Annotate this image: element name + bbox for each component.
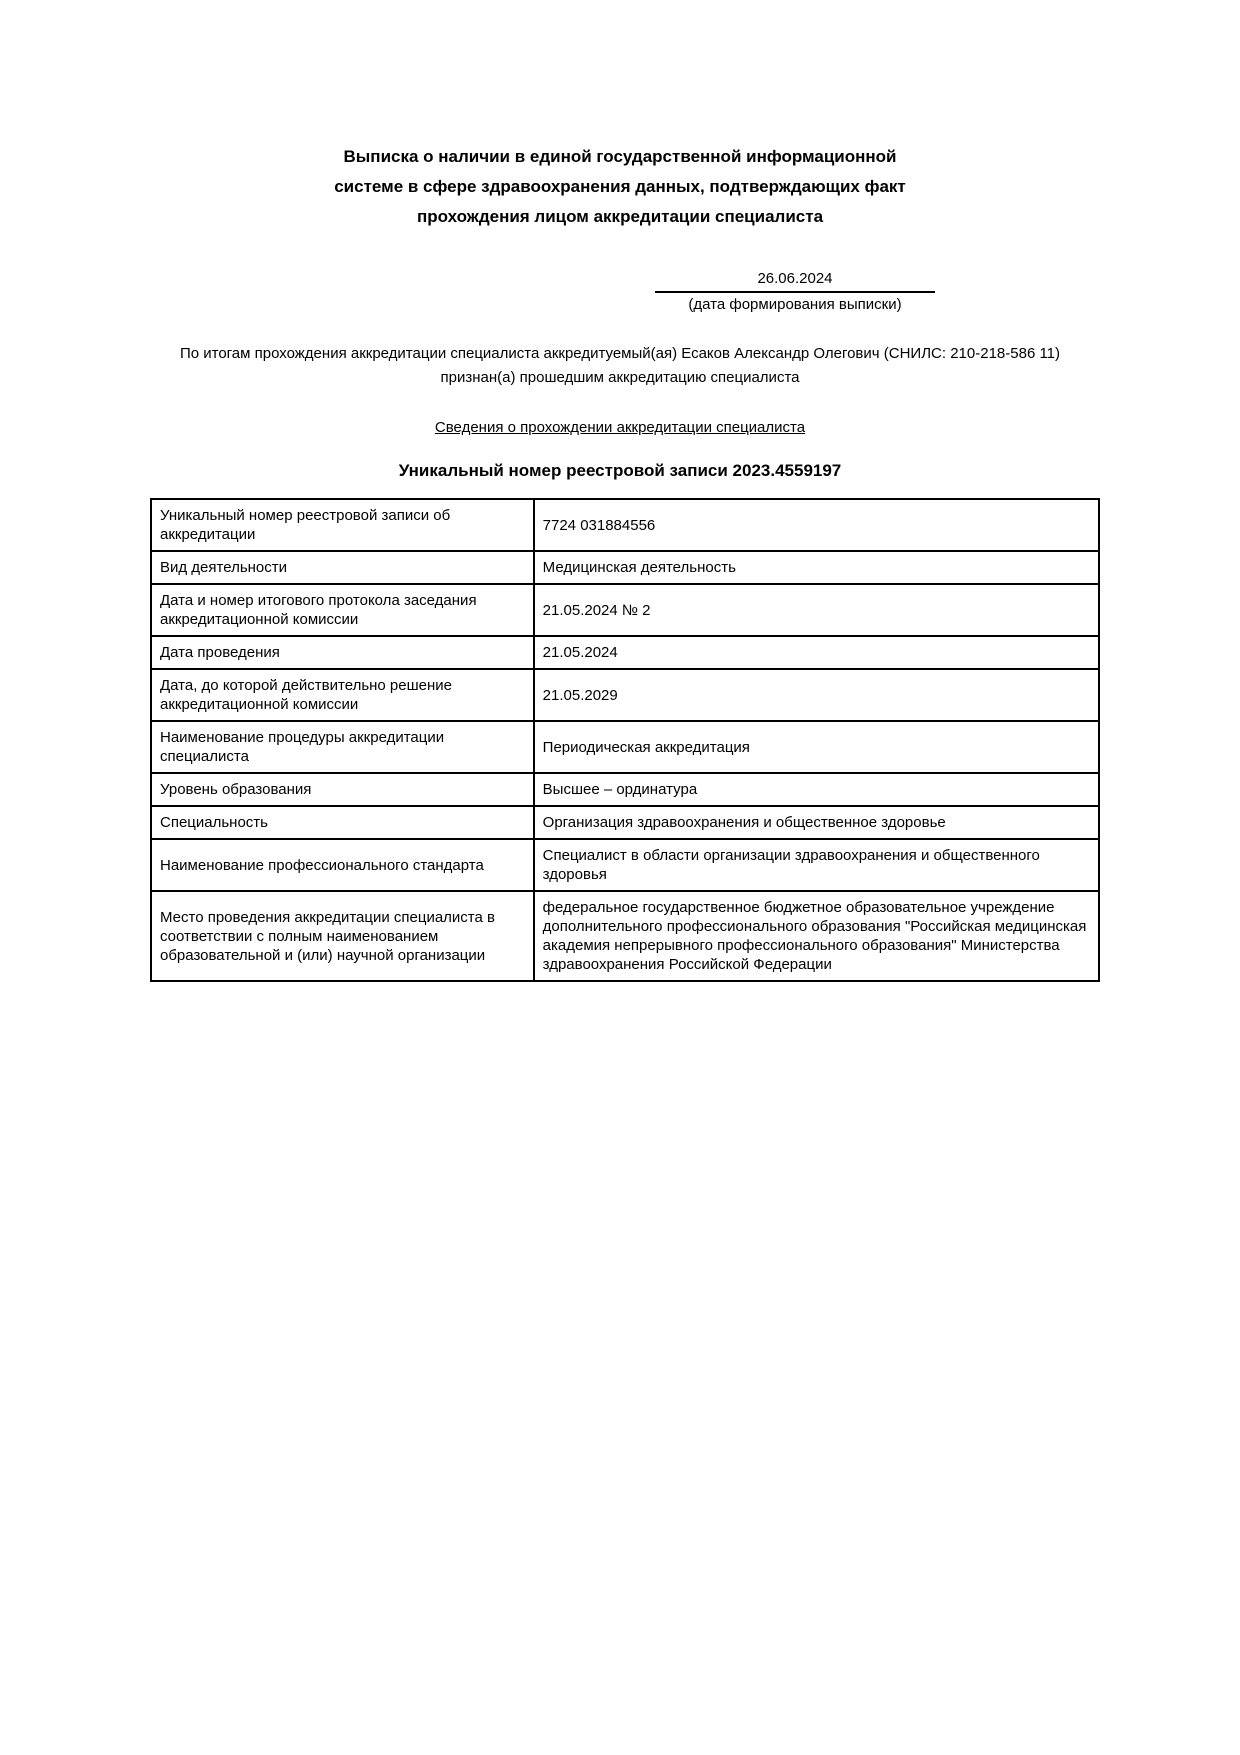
table-row-value: 7724 031884556 — [534, 499, 1099, 551]
accreditation-table-body — [151, 499, 1099, 981]
document-title — [260, 0, 980, 232]
intro-line: признан(а) прошедшим аккредитацию специалиста — [440, 369, 800, 386]
table-row-value: Периодическая аккредитация — [534, 721, 1099, 773]
section-heading: Сведения о прохождении аккредитации специалиста — [434, 419, 806, 436]
intro-line: По итогам прохождения аккредитации специалиста аккредитуемый(ая) Есаков Александр Олегович (СНИЛС: 210-218-586 11) — [179, 345, 1061, 362]
table-row — [151, 806, 1099, 839]
document-title-line: прохождения лицом аккредитации специалиста — [416, 207, 824, 226]
table-row-label: Специальность — [151, 806, 534, 839]
table-row — [151, 773, 1099, 806]
table-row — [151, 584, 1099, 636]
table-row-value: 21.05.2024 — [534, 636, 1099, 669]
table-row-label: Уникальный номер реестровой записи об аккредитации — [151, 499, 534, 551]
table-row-label: Место проведения аккредитации специалиста в соответствии с полным наименованием образовательной и (или) научной организации — [151, 891, 534, 981]
intro-paragraph — [115, 342, 1125, 390]
table-row — [151, 669, 1099, 721]
table-row-label: Дата, до которой действительно решение аккредитационной комиссии — [151, 669, 534, 721]
table-row-label: Дата и номер итогового протокола заседания аккредитационной комиссии — [151, 584, 534, 636]
table-row-label: Наименование процедуры аккредитации специалиста — [151, 721, 534, 773]
table-row — [151, 499, 1099, 551]
table-row-value: Высшее – ординатура — [534, 773, 1099, 806]
table-row — [151, 721, 1099, 773]
table-row-value: Специалист в области организации здравоохранения и общественного здоровья — [534, 839, 1099, 891]
record-number-heading: Уникальный номер реестровой записи 2023.4559197 — [398, 461, 842, 480]
extract-date-block — [655, 270, 935, 314]
table-row-value: 21.05.2029 — [534, 669, 1099, 721]
table-row-label: Наименование профессионального стандарта — [151, 839, 534, 891]
accreditation-info-table — [150, 498, 1100, 982]
extract-date-caption: (дата формирования выписки) — [688, 296, 902, 313]
document-title-line: системе в сфере здравоохранения данных, подтверждающих факт — [334, 177, 906, 196]
table-row-value: Организация здравоохранения и общественное здоровье — [534, 806, 1099, 839]
table-row-value: Медицинская деятельность — [534, 551, 1099, 584]
table-row-value: федеральное государственное бюджетное образовательное учреждение дополнительного профессионального образования "Российская медицинская академия непрерывного профессионального образования" Министерства здравоохранения Российской Федерации — [534, 891, 1099, 981]
table-row — [151, 839, 1099, 891]
table-row-value: 21.05.2024 № 2 — [534, 584, 1099, 636]
extract-date: 26.06.2024 — [655, 270, 935, 293]
table-row — [151, 636, 1099, 669]
table-row-label: Уровень образования — [151, 773, 534, 806]
table-row — [151, 551, 1099, 584]
table-row-label: Дата проведения — [151, 636, 534, 669]
document-title-line: Выписка о наличии в единой государственной информационной — [343, 147, 897, 166]
table-row — [151, 891, 1099, 981]
table-row-label: Вид деятельности — [151, 551, 534, 584]
